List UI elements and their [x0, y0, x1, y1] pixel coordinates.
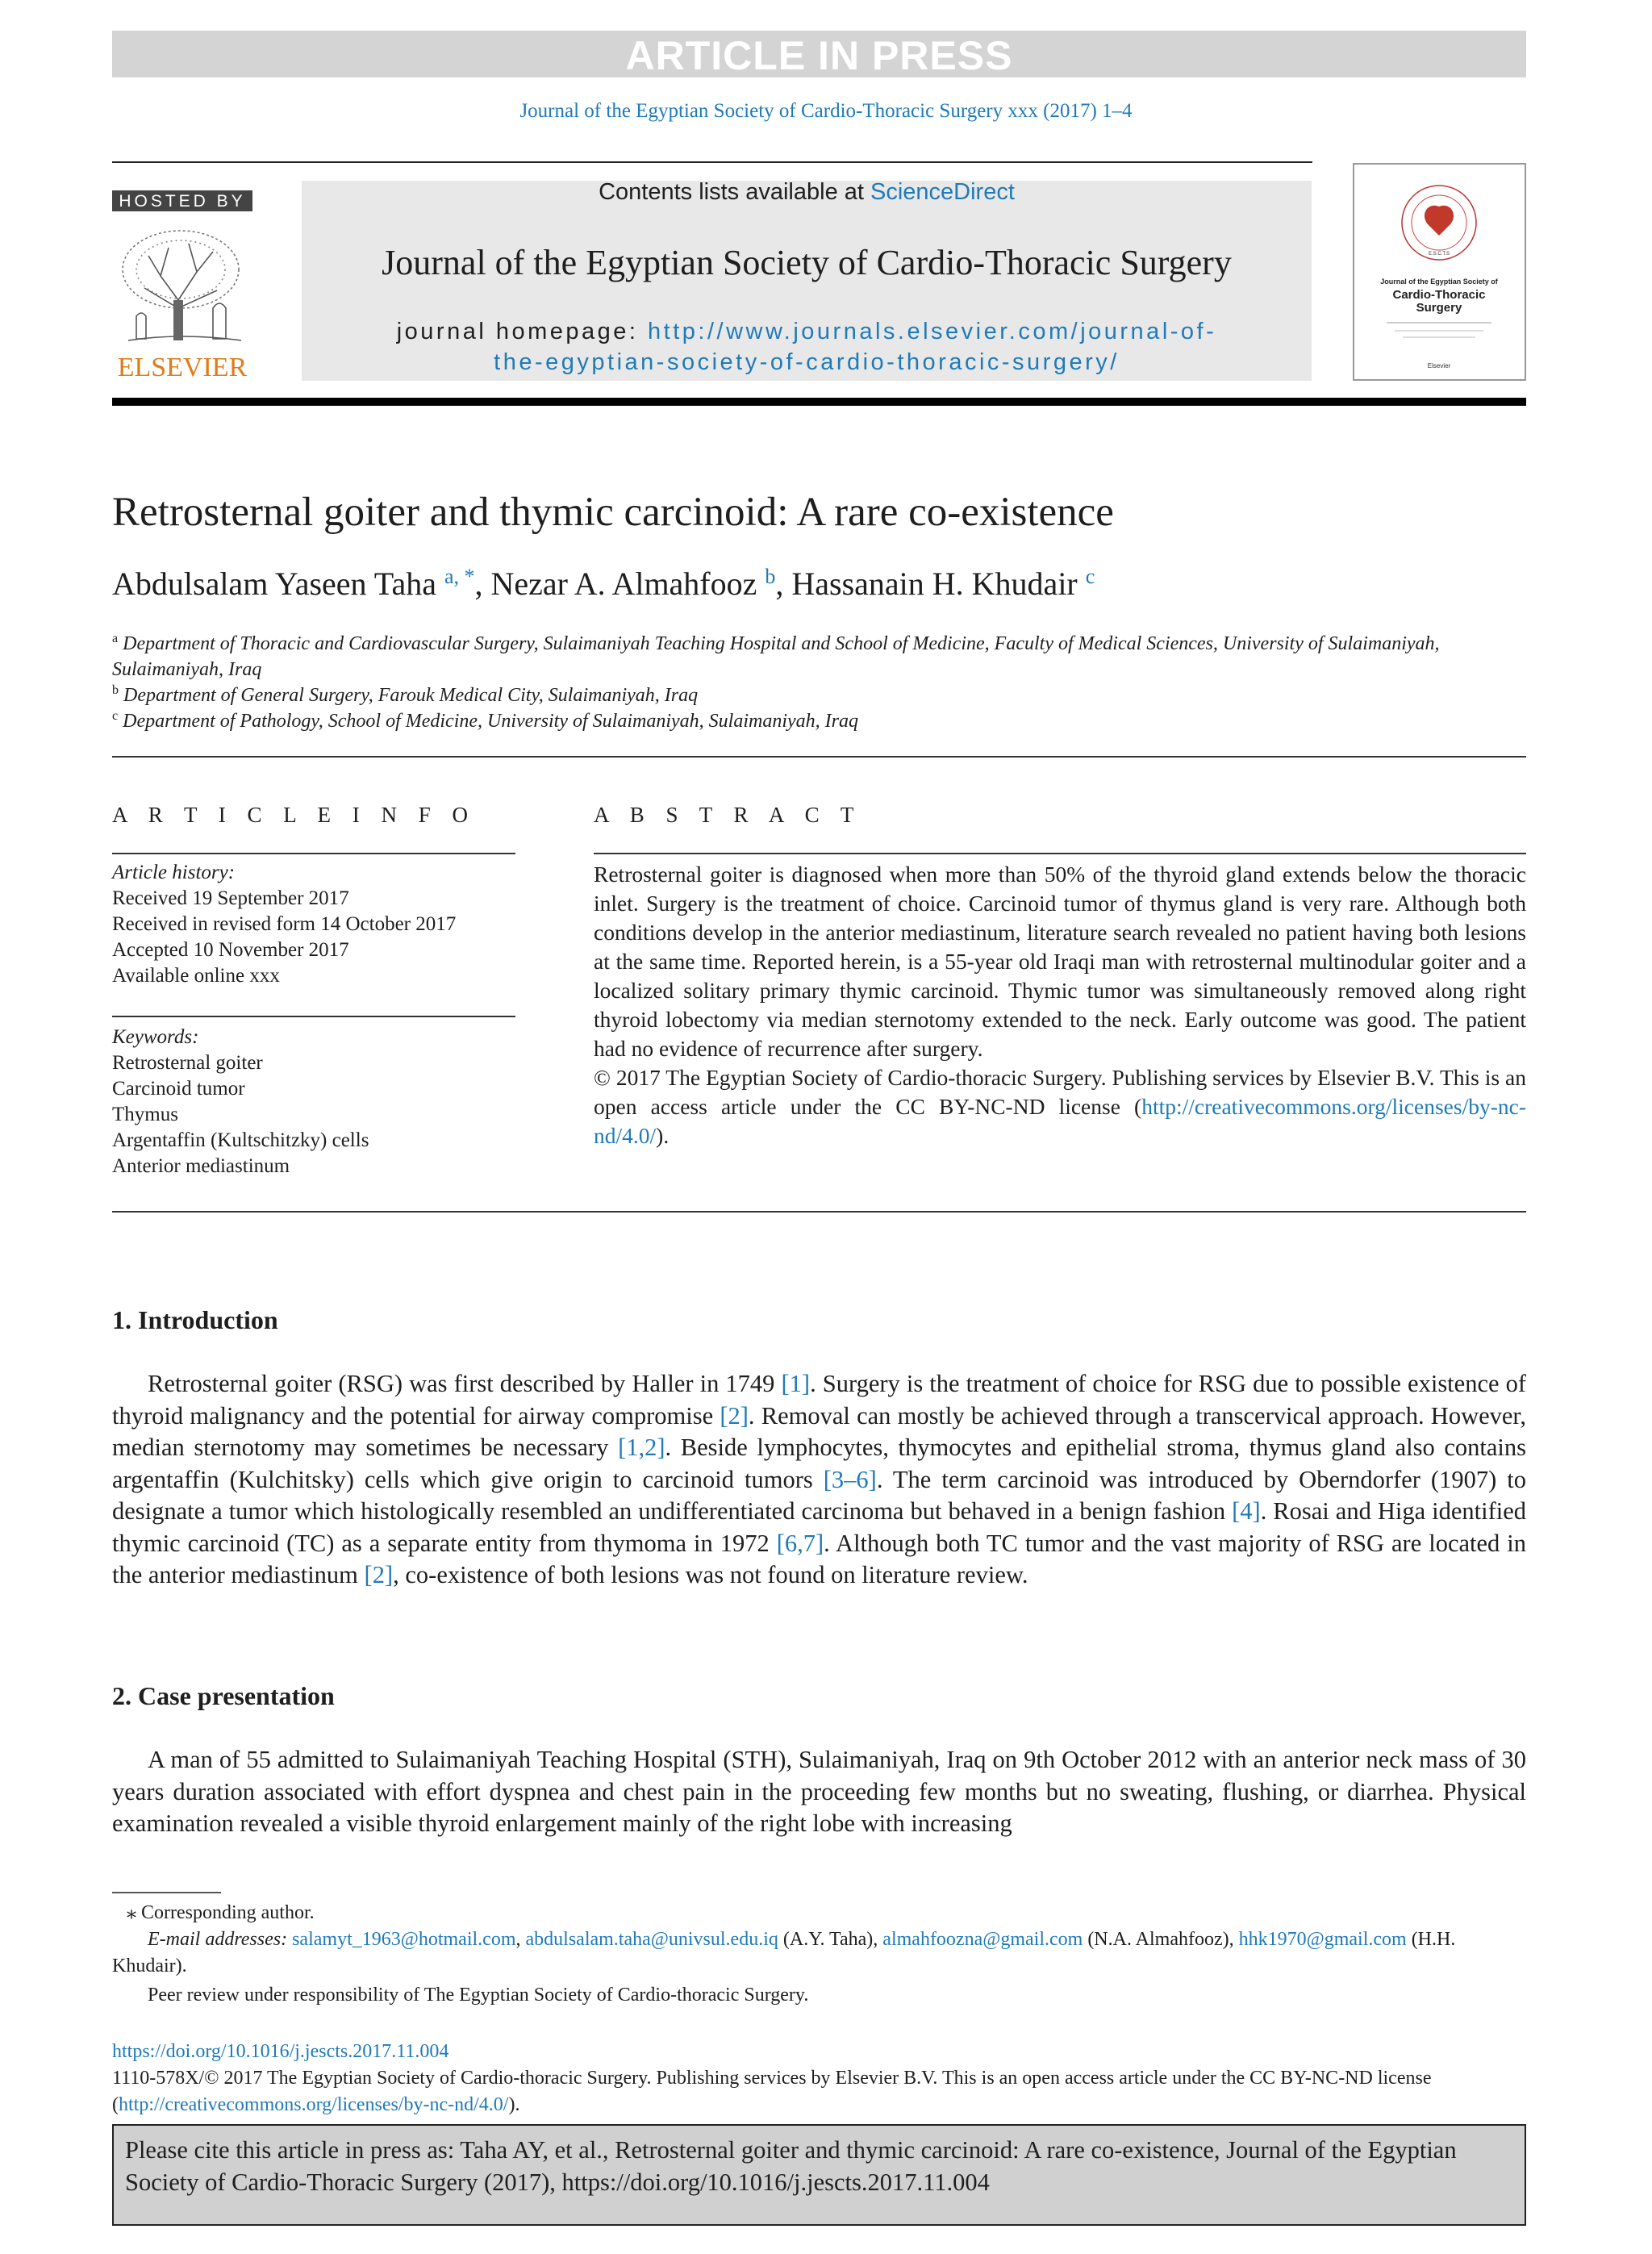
author-affiliation-mark[interactable]: b: [765, 565, 776, 588]
peer-review-note: Peer review under responsibility of The Egyptian Society of Cardio-thoracic Surgery.: [148, 1985, 809, 2006]
abstract-body: [594, 860, 1526, 1150]
article-history-label: Article history:: [112, 862, 236, 883]
email-link[interactable]: hhk1970@gmail.com: [1238, 1929, 1407, 1950]
title-separator: [112, 756, 1526, 758]
masthead-thick-rule: [112, 398, 1526, 406]
masthead-journal-title: Journal of the Egyptian Society of Cardio-Thoracic Surgery: [382, 243, 1232, 282]
abstract-end-rule: [112, 1211, 1526, 1213]
issn-license: 1110-578X/© 2017 The Egyptian Society of Cardio-thoracic Surgery. Publishing services by Elsevier B.V. This is an open access article under the CC BY-NC-ND license (http://creativecommons.org/licenses/by-nc-nd/4.0/).: [112, 2068, 1432, 2115]
author-name[interactable]: Hassanain H. Khudair: [791, 566, 1078, 602]
history-item: Received in revised form 14 October 2017: [112, 913, 457, 935]
contents-prefix: Contents lists available at: [599, 179, 870, 205]
homepage-label: journal homepage:: [396, 319, 649, 344]
abstract-copyright: © 2017 The Egyptian Society of Cardio-thoracic Surgery. Publishing services by Elsevier B.V. This is an open access article under the CC BY-NC-ND license (http://creativecommons.org/licenses/by-nc-nd/4.0/).: [594, 1065, 1526, 1148]
elsevier-wordmark: ELSEVIER: [117, 353, 248, 379]
reference-link[interactable]: [6,7]: [776, 1529, 824, 1557]
contents-line: [302, 179, 1312, 206]
keywords-label: Keywords:: [112, 1026, 199, 1048]
footnote-rule: [112, 1892, 221, 1893]
masthead-top-rule: [112, 161, 1312, 163]
article-in-press-banner: ARTICLE IN PRESS: [112, 31, 1526, 77]
journal-homepage: [302, 316, 1312, 378]
sciencedirect-link[interactable]: ScienceDirect: [870, 179, 1015, 205]
keywords: [112, 1025, 515, 1179]
article-history: [112, 860, 515, 989]
affiliation-a: $^a$ Department of Thoracic and Cardiovascular Surgery, Sulaimaniyah Teaching Hospital and School of Medicine, Faculty of Medical Sciences, University of Sulaimaniyah, Sulaimaniyah, Iraq: [112, 632, 1440, 680]
section-body: A man of 55 admitted to Sulaimaniyah Teaching Hospital (STH), Sulaimaniyah, Iraq on 9th October 2012 with an anterior neck mass of 30 years duration associated with effort dyspnea and chest pain in the proceeding few months but no sweating, flushing, or diarrhea. Physical examination revealed a visible thyroid enlargement mainly of the right lobe with increasing: [112, 1746, 1526, 1837]
section-body: Retrosternal goiter (RSG) was first described by Haller in 1749 [1]. Surgery is the treatment of choice for RSG due to possible existence of thyroid malignancy and the potential for airway compromise [2]. Removal can mostly be achieved through a transcervical approach. However, median sternotomy may sometimes be necessary [1,2]. Beside lymphocytes, thymocytes and epithelial stroma, thymus gland also contains argentaffin (Kulchitsky) cells which give origin to carcinoid tumors [3–6]. The term carcinoid was introduced by Oberndorfer (1907) to designate a tumor which histologically resembled an undifferentiated carcinoma but behaved in a benign fashion [4]. Rosai and Higa identified thymic carcinoid (TC) as a separate entity from thymoma in 1972 [6,7]. Although both TC tumor and the vast majority of RSG are located in the anterior mediastinum [2], co-existence of both lesions was not found on literature review.: [112, 1370, 1527, 1588]
svg-text:Surgery: Surgery: [1416, 301, 1462, 315]
cc-license-link[interactable]: http://creativecommons.org/licenses/by-nc-nd/4.0/: [594, 1094, 1526, 1148]
doi-link: [112, 2039, 1526, 2065]
reference-link[interactable]: [4]: [1232, 1497, 1261, 1525]
abstract-heading: A B S T R A C T: [594, 803, 862, 827]
reference-link[interactable]: [2]: [364, 1561, 394, 1588]
svg-text:Cardio-Thoracic: Cardio-Thoracic: [1392, 288, 1486, 302]
reference-link[interactable]: [1,2]: [618, 1434, 665, 1461]
cover-image: [1354, 165, 1525, 379]
doi-link-anchor[interactable]: https://doi.org/10.1016/j.jescts.2017.11.004: [112, 2041, 449, 2062]
history-item: Received 19 September 2017: [112, 887, 349, 909]
section-heading: 1. Introduction: [112, 1305, 278, 1334]
reference-link[interactable]: [1]: [781, 1370, 811, 1397]
email-link[interactable]: salamyt_1963@hotmail.com: [292, 1929, 516, 1950]
email-link[interactable]: abdulsalam.taha@univsul.edu.iq: [525, 1929, 778, 1950]
license-link[interactable]: http://creativecommons.org/licenses/by-nc-nd/4.0/: [119, 2094, 509, 2115]
email-link[interactable]: almahfoozna@gmail.com: [882, 1929, 1083, 1950]
abstract-paragraph: Retrosternal goiter is diagnosed when more than 50% of the thyroid gland extends below the thoracic inlet. Surgery is the treatment of choice. Carcinoid tumor of thymus gland is very rare. Although both conditions develop in the anterior mediastinum, literature search revealed no patient having both lesions at the same time. Reported herein, is a 55-year old Iraqi man with retrosternal multinodular goiter and a localized solitary primary thymic carcinoid. Thymic tumor was simultaneously removed along right thyroid lobectomy via median sternotomy extended to the neck. Early outcome was good. The patient had no evidence of recurrence after surgery.: [594, 862, 1526, 1061]
svg-text:Elsevier: Elsevier: [1427, 362, 1451, 369]
article-info-heading: A R T I C L E I N F O: [112, 803, 477, 827]
journal-cover-thumbnail[interactable]: [1353, 163, 1526, 381]
affiliation-b: $^b$ Department of General Surgery, Farouk Medical City, Sulaimaniyah, Iraq: [112, 683, 699, 706]
reference-link[interactable]: [3–6]: [823, 1465, 877, 1493]
keyword-item: Retrosternal goiter: [112, 1052, 263, 1074]
keyword-item: Anterior mediastinum: [112, 1155, 290, 1177]
author-name[interactable]: Nezar A. Almahfooz: [490, 566, 757, 602]
section-heading: 2. Case presentation: [112, 1681, 335, 1710]
corresponding-author-note: ⁎ Corresponding author.: [127, 1902, 315, 1923]
svg-text:Journal of the Egyptian Societ: Journal of the Egyptian Society of: [1380, 278, 1498, 286]
hosted-by-label: HOSTED BY: [112, 190, 252, 211]
author-affiliation-mark[interactable]: c: [1085, 565, 1095, 588]
keyword-item: Argentaffin (Kultschitzky) cells: [112, 1129, 369, 1151]
keywords-rule: [112, 1016, 515, 1017]
elsevier-logo[interactable]: [112, 219, 252, 379]
homepage-url-line2[interactable]: the-egyptian-society-of-cardio-thoracic-surgery/: [494, 349, 1120, 375]
author-name[interactable]: Abdulsalam Yaseen Taha: [112, 566, 436, 602]
history-item: Accepted 10 November 2017: [112, 939, 349, 961]
affiliation-c: $^c$ Department of Pathology, School of Medicine, University of Sulaimaniyah, Sulaimaniyah, Iraq: [112, 709, 858, 732]
author-affiliation-mark[interactable]: a, *: [444, 565, 475, 588]
elsevier-tree-icon: [112, 219, 252, 379]
journal-citation-link[interactable]: Journal of the Egyptian Society of Cardio-Thoracic Surgery xxx (2017) 1–4: [519, 100, 1133, 122]
keyword-item: Thymus: [112, 1104, 178, 1125]
reference-link[interactable]: [2]: [720, 1401, 749, 1430]
keyword-item: Carcinoid tumor: [112, 1078, 245, 1100]
please-cite-box: Please cite this article in press as: Taha AY, et al., Retrosternal goiter and thymic carcinoid: A rare co-existence, Journal of the Egyptian Society of Cardio-Thoracic Surgery (2017), https://doi.org/10.1016/j.jescts.2017.11.004: [112, 2124, 1526, 2226]
paper-title: Retrosternal goiter and thymic carcinoid: A rare co-existence: [112, 490, 1114, 535]
svg-text:E.S.C.T.S: E.S.C.T.S: [1428, 252, 1450, 257]
author-list: Abdulsalam Yaseen Taha $^{a, *}$, Nezar A. Almahfooz $^b$, Hassanain H. Khudair $^c$: [112, 565, 1095, 602]
email-addresses: E-mail addresses: salamyt_1963@hotmail.com, abdulsalam.taha@univsul.edu.iq (A.Y. Taha), almahfoozna@gmail.com (N.A. Almahfooz), hhk1970@gmail.com (H.H. Khudair).: [112, 1929, 1456, 1976]
article-info-rule: [112, 853, 515, 854]
homepage-url-line1[interactable]: http://www.journals.elsevier.com/journal-of-: [648, 319, 1217, 344]
history-item: Available online xxx: [112, 965, 280, 987]
abstract-rule: [594, 853, 1526, 854]
